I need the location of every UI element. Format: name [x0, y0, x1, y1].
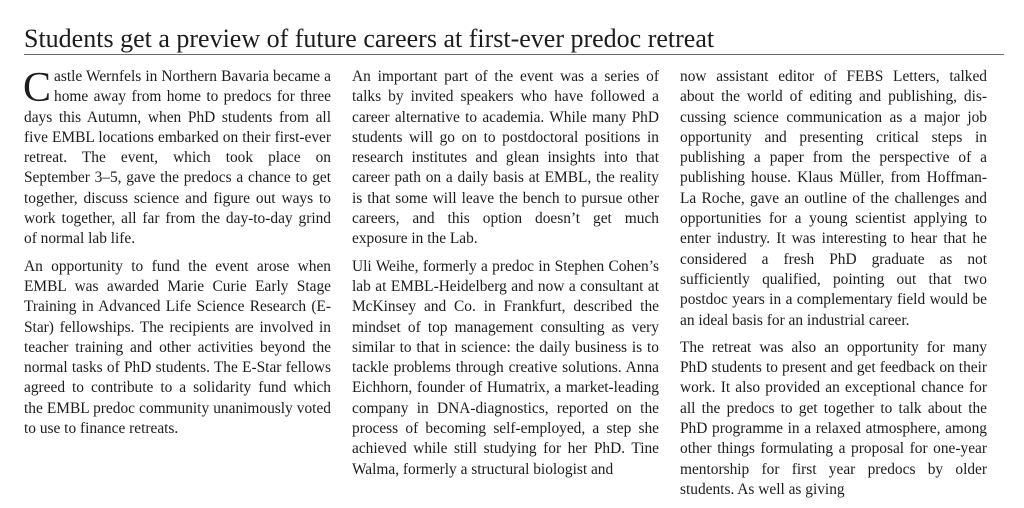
paragraph — [24, 67, 331, 250]
paragraph: An important part of the event was a series of talks by invited speakers who have followed a career alternative to academia. While many PhD students will go on to postdoctoral positions in research institutes and glean insights into that career path on a daily basis at EMBL, the reality is that some will leave the bench to pursue other careers, and this option doesn’t get much exposure in the Lab. — [352, 68, 659, 248]
paragraph: Uli Weihe, formerly a predoc in Stephen Cohen’s lab at EMBL-Heidelberg and now a consultant at McKinsey and Co. in Frankfurt, described the mindset of top management consulting as very similar to that in science: the daily business is to tackle problems through creative solutions. Anna Eichhorn, founder of Humatrix, a market-leading company in DNA-diagnostics, reported on the process of becoming self-employed, a step she achieved while still studying for her PhD. Tine Walma, formerly a structural biologist and — [352, 257, 659, 478]
text-column-2 — [352, 67, 659, 487]
paragraph: The retreat was also an opportunity for many PhD students to present and get feedback on their work. It also provided an exceptional chance for all the predocs to get together to talk about the PhD programme in a relaxed atmosphere, among other things formulating a proposal for one-year mentorship for first year predocs by older students. As well as giving — [680, 338, 987, 498]
text-column-3 — [680, 67, 987, 507]
article-title: Students get a preview of future careers at first-ever predoc retreat — [24, 24, 715, 53]
drop-cap: C — [23, 65, 52, 111]
paragraph: now assistant editor of FEBS Letters, talked about the world of editing and publishing, discussing science communication as a major job opportunity and presenting critical steps in publishing a paper from the perspective of a publishing house. Klaus Müller, from Hoffman-La Roche, gave an outline of the challenges and opportunities for a young scientist applying to enter industry. It was interesting to hear that he considered a fresh PhD graduate as not sufficiently qualified, pointing out that two postdoc years in a complementary field would be an ideal basis for an industrial career. — [680, 68, 987, 329]
text-column-1 — [24, 67, 331, 446]
paragraph: An opportunity to fund the event arose when EMBL was awarded Marie Curie Early Stage Training in Advanced Life Science Research (E-Star) fellowships. The recipients are involved in teacher training and other activities beyond the normal tasks of PhD students. The E-Star fellows agreed to contribute to a solidarity fund which the EMBL predoc community unanimously voted to use to finance retreats. — [24, 257, 331, 438]
title-divider — [24, 54, 1004, 55]
paragraph-text: astle Wernfels in Northern Bavaria became a home away from home to predocs for three days this Autumn, when PhD students from all five EMBL locations embarked on their first-ever retreat. The event, which took place on September 3–5, gave the predocs a chance to get together, discuss science and figure out ways to work together, all far from the day-to-day grind of normal lab life. — [24, 68, 331, 248]
